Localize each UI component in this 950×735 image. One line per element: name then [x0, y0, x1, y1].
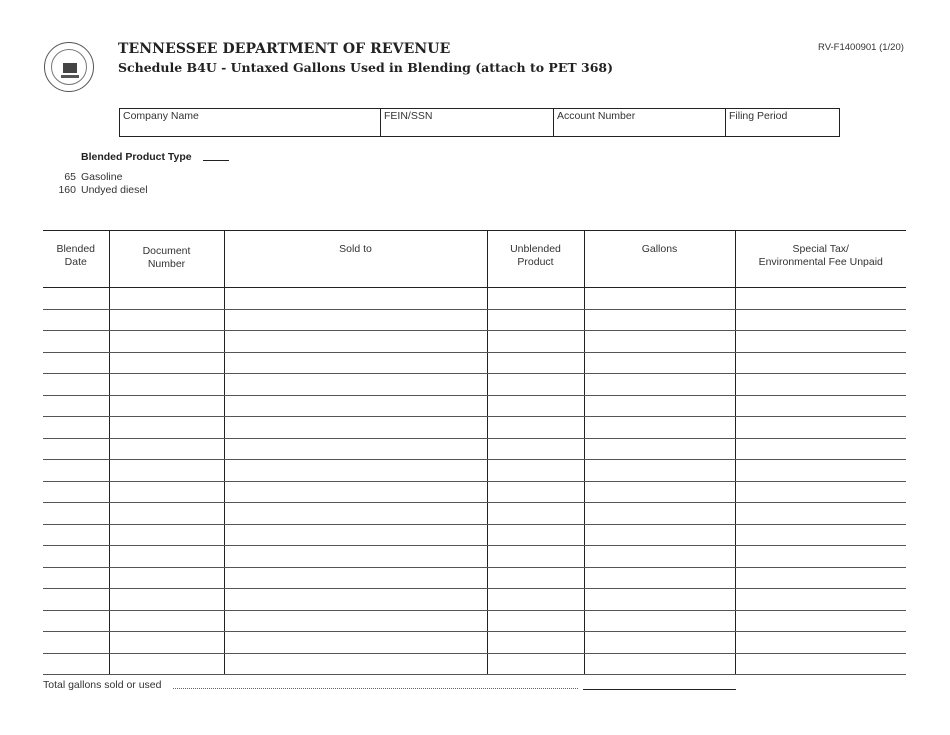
- table-row: [43, 546, 906, 568]
- sold-to-cell[interactable]: [224, 352, 487, 374]
- gallons-cell[interactable]: [584, 589, 735, 611]
- blended-date-cell[interactable]: [43, 331, 109, 353]
- header-line: Product: [517, 255, 554, 268]
- unblended-product-cell[interactable]: [487, 567, 584, 589]
- account-number-label: Account Number: [557, 110, 636, 122]
- document-number-cell[interactable]: [109, 331, 224, 353]
- sold-to-cell[interactable]: [224, 481, 487, 503]
- taxpayer-info-box: [119, 108, 840, 137]
- gallons-cell[interactable]: [584, 610, 735, 632]
- gallons-cell[interactable]: [584, 417, 735, 439]
- unblended-product-cell[interactable]: [487, 589, 584, 611]
- document-number-cell[interactable]: [109, 610, 224, 632]
- filing-period-label: Filing Period: [729, 110, 788, 122]
- unblended-product-cell[interactable]: [487, 309, 584, 331]
- sold-to-cell[interactable]: [224, 610, 487, 632]
- document-number-cell[interactable]: [109, 546, 224, 568]
- header-line: Number: [147, 257, 186, 270]
- product-code: 160: [58, 184, 76, 196]
- special-tax-cell[interactable]: [735, 460, 906, 482]
- header-line: Date: [64, 255, 87, 268]
- special-tax-cell[interactable]: [735, 417, 906, 439]
- sold-to-cell[interactable]: [224, 589, 487, 611]
- total-gallons-input[interactable]: [583, 689, 736, 690]
- special-tax-cell[interactable]: [735, 524, 906, 546]
- gallons-cell[interactable]: [584, 632, 735, 654]
- document-number-cell[interactable]: [109, 288, 224, 310]
- special-tax-cell[interactable]: [735, 503, 906, 525]
- sold-to-cell[interactable]: [224, 309, 487, 331]
- special-tax-cell[interactable]: [735, 653, 906, 675]
- company-name-field[interactable]: [120, 109, 381, 136]
- gallons-cell[interactable]: [584, 374, 735, 396]
- column-header-document-number: [109, 231, 224, 288]
- column-header-unblended-product: [487, 231, 584, 288]
- special-tax-cell[interactable]: [735, 567, 906, 589]
- document-number-cell[interactable]: [109, 524, 224, 546]
- product-option-gasoline: [50, 171, 122, 183]
- gallons-cell[interactable]: [584, 352, 735, 374]
- table-row: [43, 374, 906, 396]
- gallons-cell[interactable]: [584, 395, 735, 417]
- unblended-product-cell[interactable]: [487, 481, 584, 503]
- sold-to-cell[interactable]: [224, 460, 487, 482]
- product-code: 65: [64, 171, 76, 183]
- document-number-cell[interactable]: [109, 653, 224, 675]
- schedule-table-body: [43, 288, 906, 675]
- blended-date-cell[interactable]: [43, 438, 109, 460]
- gallons-cell[interactable]: [584, 546, 735, 568]
- header-line: Gallons: [641, 243, 678, 255]
- gallons-cell[interactable]: [584, 524, 735, 546]
- sold-to-cell[interactable]: [224, 288, 487, 310]
- gallons-cell[interactable]: [584, 567, 735, 589]
- total-gallons-label: Total gallons sold or used: [43, 679, 162, 691]
- gallons-cell[interactable]: [584, 331, 735, 353]
- table-row: [43, 331, 906, 353]
- filing-period-field[interactable]: [726, 109, 839, 136]
- seal-emblem-base: [61, 75, 79, 78]
- table-row: [43, 524, 906, 546]
- table-header-row: [43, 231, 906, 288]
- unblended-product-cell[interactable]: [487, 352, 584, 374]
- seal-inner-ring: [51, 49, 87, 85]
- leader-dots: [173, 688, 578, 689]
- column-header-gallons: [584, 231, 735, 288]
- sold-to-cell[interactable]: [224, 417, 487, 439]
- unblended-product-cell[interactable]: [487, 417, 584, 439]
- account-number-field[interactable]: [554, 109, 726, 136]
- document-number-cell[interactable]: [109, 460, 224, 482]
- unblended-product-cell[interactable]: [487, 288, 584, 310]
- unblended-product-cell[interactable]: [487, 653, 584, 675]
- blended-date-cell[interactable]: [43, 374, 109, 396]
- seal-emblem: [63, 63, 77, 73]
- product-name: Gasoline: [81, 171, 123, 183]
- unblended-product-cell[interactable]: [487, 524, 584, 546]
- table-row: [43, 653, 906, 675]
- gallons-cell[interactable]: [584, 438, 735, 460]
- sold-to-cell[interactable]: [224, 567, 487, 589]
- gallons-cell[interactable]: [584, 503, 735, 525]
- table-row: [43, 589, 906, 611]
- unblended-product-cell[interactable]: [487, 331, 584, 353]
- state-seal-icon: [44, 42, 94, 92]
- blended-date-cell[interactable]: [43, 460, 109, 482]
- schedule-table: [43, 230, 906, 675]
- product-name: Undyed diesel: [81, 184, 148, 196]
- unblended-product-cell[interactable]: [487, 374, 584, 396]
- sold-to-cell[interactable]: [224, 653, 487, 675]
- sold-to-cell[interactable]: [224, 331, 487, 353]
- header-line: Blended: [56, 243, 96, 255]
- unblended-product-cell[interactable]: [487, 546, 584, 568]
- special-tax-cell[interactable]: [735, 374, 906, 396]
- blended-date-cell[interactable]: [43, 288, 109, 310]
- blended-date-cell[interactable]: [43, 589, 109, 611]
- header-line: Special Tax/: [792, 243, 849, 255]
- gallons-cell[interactable]: [584, 481, 735, 503]
- header-line: Sold to: [339, 243, 372, 255]
- sold-to-cell[interactable]: [224, 524, 487, 546]
- sold-to-cell[interactable]: [224, 503, 487, 525]
- blended-date-cell[interactable]: [43, 524, 109, 546]
- table-row: [43, 352, 906, 374]
- special-tax-cell[interactable]: [735, 438, 906, 460]
- schedule-title: Schedule B4U - Untaxed Gallons Used in Blending (attach to PET 368): [118, 60, 614, 75]
- unblended-product-cell[interactable]: [487, 438, 584, 460]
- table-row: [43, 309, 906, 331]
- header-line: Unblended: [510, 243, 561, 255]
- blended-date-cell[interactable]: [43, 481, 109, 503]
- gallons-cell[interactable]: [584, 288, 735, 310]
- blended-product-type-label: Blended Product Type: [81, 151, 192, 163]
- document-number-cell[interactable]: [109, 352, 224, 374]
- special-tax-cell[interactable]: [735, 589, 906, 611]
- table-row: [43, 503, 906, 525]
- document-number-cell[interactable]: [109, 589, 224, 611]
- fein-ssn-label: FEIN/SSN: [384, 110, 433, 122]
- blended-product-type-input[interactable]: [203, 160, 229, 161]
- sold-to-cell[interactable]: [224, 632, 487, 654]
- special-tax-cell[interactable]: [735, 481, 906, 503]
- column-header-special-tax: [735, 231, 906, 288]
- department-title: TENNESSEE DEPARTMENT OF REVENUE: [118, 41, 451, 57]
- sold-to-cell[interactable]: [224, 546, 487, 568]
- sold-to-cell[interactable]: [224, 395, 487, 417]
- document-number-cell[interactable]: [109, 438, 224, 460]
- table-row: [43, 395, 906, 417]
- unblended-product-cell[interactable]: [487, 610, 584, 632]
- special-tax-cell[interactable]: [735, 288, 906, 310]
- unblended-product-cell[interactable]: [487, 632, 584, 654]
- blended-date-cell[interactable]: [43, 417, 109, 439]
- document-number-cell[interactable]: [109, 503, 224, 525]
- document-number-cell[interactable]: [109, 567, 224, 589]
- table-row: [43, 610, 906, 632]
- blended-date-cell[interactable]: [43, 309, 109, 331]
- fein-ssn-field[interactable]: [381, 109, 554, 136]
- column-header-blended-date: [43, 231, 109, 288]
- special-tax-cell[interactable]: [735, 610, 906, 632]
- table-row: [43, 632, 906, 654]
- special-tax-cell[interactable]: [735, 632, 906, 654]
- special-tax-cell[interactable]: [735, 352, 906, 374]
- document-number-cell[interactable]: [109, 632, 224, 654]
- blended-date-cell[interactable]: [43, 546, 109, 568]
- unblended-product-cell[interactable]: [487, 395, 584, 417]
- table-row: [43, 481, 906, 503]
- special-tax-cell[interactable]: [735, 395, 906, 417]
- gallons-cell[interactable]: [584, 460, 735, 482]
- blended-date-cell[interactable]: [43, 395, 109, 417]
- table-row: [43, 567, 906, 589]
- table-row: [43, 438, 906, 460]
- document-number-cell[interactable]: [109, 374, 224, 396]
- blended-date-cell[interactable]: [43, 653, 109, 675]
- blended-date-cell[interactable]: [43, 610, 109, 632]
- blended-date-cell[interactable]: [43, 567, 109, 589]
- sold-to-cell[interactable]: [224, 374, 487, 396]
- table-row: [43, 288, 906, 310]
- product-option-undyed-diesel: [50, 184, 148, 196]
- special-tax-cell[interactable]: [735, 331, 906, 353]
- form-number: RV-F1400901 (1/20): [818, 42, 904, 53]
- header-line: Environmental Fee Unpaid: [758, 255, 883, 268]
- blended-date-cell[interactable]: [43, 632, 109, 654]
- blended-date-cell[interactable]: [43, 503, 109, 525]
- sold-to-cell[interactable]: [224, 438, 487, 460]
- gallons-cell[interactable]: [584, 653, 735, 675]
- header-line: Document: [142, 245, 191, 257]
- document-number-cell[interactable]: [109, 481, 224, 503]
- special-tax-cell[interactable]: [735, 309, 906, 331]
- blended-date-cell[interactable]: [43, 352, 109, 374]
- document-number-cell[interactable]: [109, 309, 224, 331]
- table-row: [43, 460, 906, 482]
- gallons-cell[interactable]: [584, 309, 735, 331]
- unblended-product-cell[interactable]: [487, 503, 584, 525]
- document-number-cell[interactable]: [109, 395, 224, 417]
- document-number-cell[interactable]: [109, 417, 224, 439]
- column-header-sold-to: [224, 231, 487, 288]
- table-row: [43, 417, 906, 439]
- unblended-product-cell[interactable]: [487, 460, 584, 482]
- special-tax-cell[interactable]: [735, 546, 906, 568]
- company-name-label: Company Name: [123, 110, 199, 122]
